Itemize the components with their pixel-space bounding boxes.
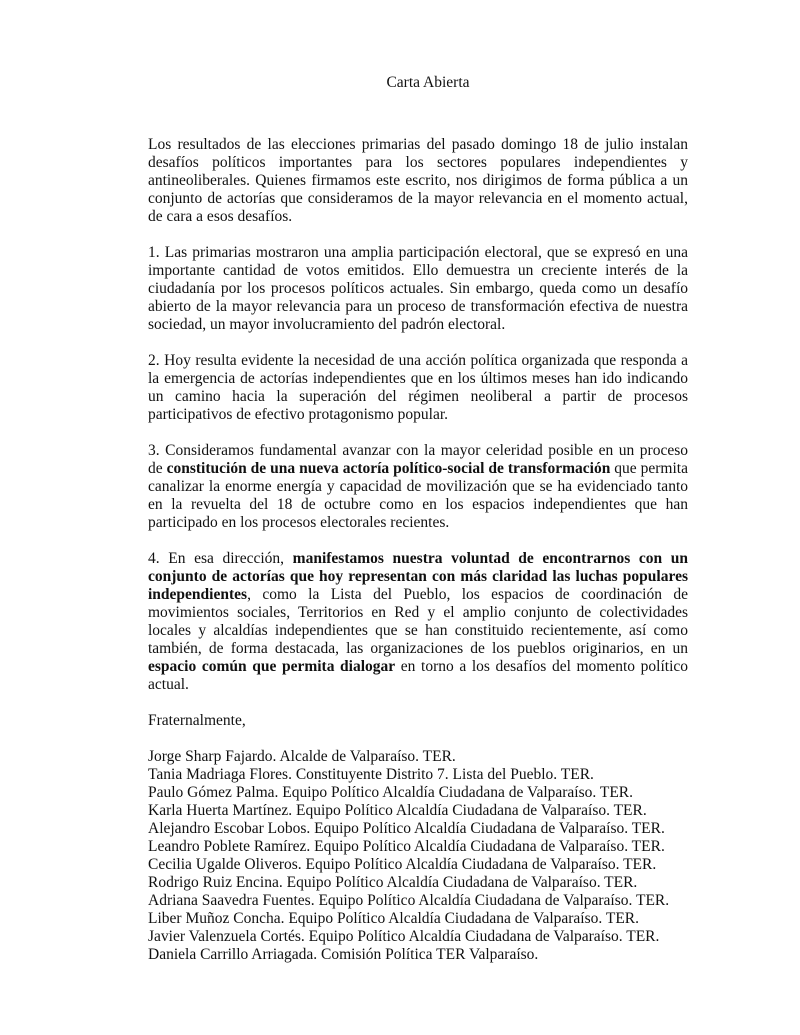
- signature-line: Adriana Saavedra Fuentes. Equipo Político Alcaldía Ciudadana de Valparaíso. TER.: [148, 892, 670, 909]
- point-4-bold-a: manifestamos nuestra voluntad de encontrarnos con un conjunto de actorías que hoy representan con más claridad las luchas populares independientes: [148, 550, 688, 603]
- signature-line: Alejandro Escobar Lobos. Equipo Político Alcaldía Ciudadana de Valparaíso. TER.: [148, 820, 665, 837]
- signature-line: Liber Muñoz Concha. Equipo Político Alcaldía Ciudadana de Valparaíso. TER.: [148, 910, 640, 927]
- point-1-paragraph: 1. Las primarias mostraron una amplia participación electoral, que se expresó en una importante cantidad de votos emitidos. Ello demuestra un creciente interés de la ciudadanía por los procesos políticos actuales. Sin embargo, queda como un desafío abierto de la mayor relevancia para un proceso de transformación efectiva de nuestra sociedad, un mayor involucramiento del padrón electoral.: [148, 244, 688, 333]
- signature-line: Tania Madriaga Flores. Constituyente Distrito 7. Lista del Pueblo. TER.: [148, 766, 594, 783]
- point-3-text-b: que permita canalizar la enorme energía y capacidad de movilización que se ha evidenciado tanto en la revuelta del 18 de octubre como en los espacios independientes que han participado en los procesos electorales recientes.: [148, 460, 688, 531]
- point-2-paragraph: 2. Hoy resulta evidente la necesidad de una acción política organizada que responda a la emergencia de actorías independientes que en los últimos meses han ido indicando un camino hacia la superación del régimen neoliberal a partir de procesos participativos de efectivo protagonismo popular.: [148, 352, 688, 423]
- signature-line: Leandro Poblete Ramírez. Equipo Político Alcaldía Ciudadana de Valparaíso. TER.: [148, 838, 665, 855]
- point-3-paragraph: [148, 442, 688, 532]
- signature-line: Jorge Sharp Fajardo. Alcalde de Valparaíso. TER.: [148, 748, 456, 765]
- signature-line: Karla Huerta Martínez. Equipo Político Alcaldía Ciudadana de Valparaíso. TER.: [148, 802, 647, 819]
- point-4-text-a: 4. En esa dirección,: [148, 550, 293, 567]
- point-3-bold-a: constitución de una nueva actoría político-social de transformación: [166, 460, 611, 477]
- point-4-text-c: en torno a los desafíos del momento político actual.: [148, 658, 688, 693]
- signature-line: Daniela Carrillo Arriagada. Comisión Política TER Valparaíso.: [148, 946, 539, 963]
- intro-paragraph: Los resultados de las elecciones primarias del pasado domingo 18 de julio instalan desafíos políticos importantes para los sectores populares independientes y antineoliberales. Quienes firmamos este escrito, nos dirigimos de forma pública a un conjunto de actorías que consideramos de la mayor relevancia en el momento actual, de cara a esos desafíos.: [148, 136, 688, 225]
- document-title: Carta Abierta: [386, 74, 470, 91]
- closing-line: Fraternalmente,: [148, 712, 246, 729]
- signature-line: Cecilia Ugalde Oliveros. Equipo Político Alcaldía Ciudadana de Valparaíso. TER.: [148, 856, 657, 873]
- signature-line: Javier Valenzuela Cortés. Equipo Político Alcaldía Ciudadana de Valparaíso. TER.: [148, 928, 660, 945]
- signature-list: [148, 748, 688, 964]
- point-4-bold-b: espacio común que permita dialogar: [148, 658, 396, 675]
- signature-line: Rodrigo Ruiz Encina. Equipo Político Alcaldía Ciudadana de Valparaíso. TER.: [148, 874, 638, 891]
- point-3-text-a: 3. Consideramos fundamental avanzar con la mayor celeridad posible en un proceso de: [148, 442, 688, 477]
- point-4-paragraph: [148, 550, 688, 694]
- signature-line: Paulo Gómez Palma. Equipo Político Alcaldía Ciudadana de Valparaíso. TER.: [148, 784, 634, 801]
- point-4-text-b: , como la Lista del Pueblo, los espacios de coordinación de movimientos sociales, Territorios en Red y el amplio conjunto de colectividades locales y alcaldías independientes que se han constituido recientemente, así como también, de forma destacada, las organizaciones de los pueblos originarios, en un: [148, 586, 688, 657]
